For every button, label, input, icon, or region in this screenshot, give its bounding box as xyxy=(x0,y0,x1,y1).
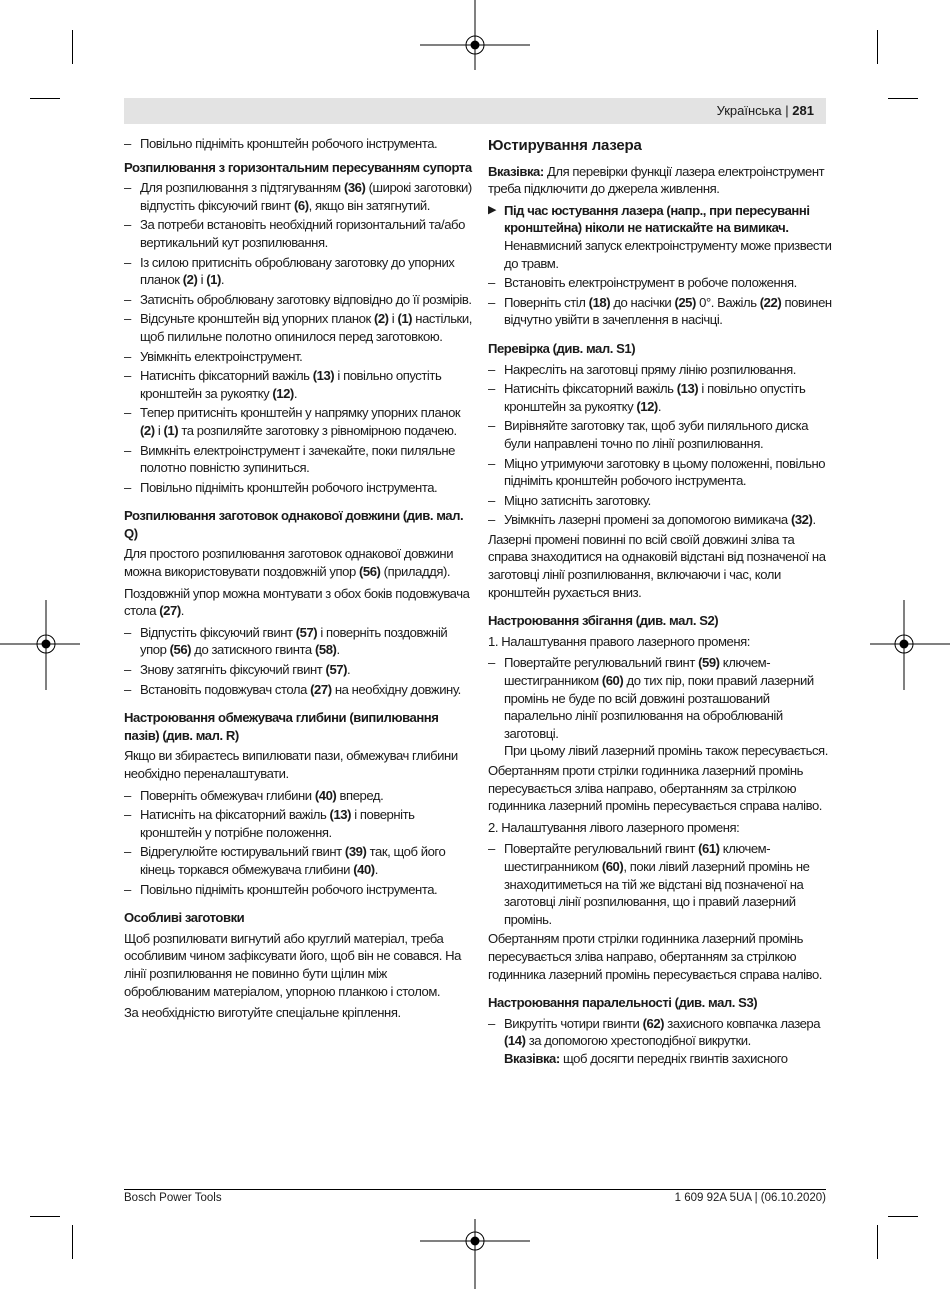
section-heading: Розпилювання заготовок однакової довжини (див. мал. Q) xyxy=(124,508,464,541)
paragraph: 1. Налаштування правого лазерного променя: xyxy=(488,633,750,649)
crop-mark-top-right-vertical xyxy=(877,30,878,64)
list-item: – Натисніть на фіксаторний важіль (13) і поверніть кронштейн у потрібне положення. xyxy=(124,806,472,841)
list-item: – Для розпилювання з підтягуванням (36) (широкі заготовки) відпустіть фіксуючий гвинт (6), якщо він затягнутий. xyxy=(124,179,472,214)
header-text xyxy=(717,103,814,118)
list-item: – Із силою притисніть оброблювану заготовку до упорних планок (2) і (1). xyxy=(124,254,472,289)
list-item: – За потреби встановіть необхідний горизонтальний та/або вертикальний кут розпилювання. xyxy=(124,216,472,251)
registration-mark-right-icon xyxy=(870,600,950,690)
section-heading: Особливі заготовки xyxy=(124,910,245,926)
list-item: – Повертайте регулювальний гвинт (61) ключем-шестигранником (60), поки лівий лазерний промінь не знаходитиметься на тій же відстані від позначеної на заготовці лінії розпилювання, що і правий лазерний промінь. xyxy=(488,840,836,928)
section-title: Юстирування лазера xyxy=(488,137,642,154)
paragraph: Для простого розпилювання заготовок однакової довжини можна використовувати поздовжній упор (56) (приладдя). xyxy=(124,546,454,580)
list-item: – Поверніть обмежувач глибини (40) вперед. xyxy=(124,787,472,805)
list-item: – Накресліть на заготовці пряму лінію розпилювання. xyxy=(488,361,836,379)
list-item: – Натисніть фіксаторний важіль (13) і повільно опустіть кронштейн за рукоятку (12). xyxy=(124,367,472,402)
list-item: – Знову затягніть фіксуючий гвинт (57). xyxy=(124,661,472,679)
left-column xyxy=(124,135,472,1026)
registration-mark-bottom-icon xyxy=(420,1219,530,1289)
paragraph: 2. Налаштування лівого лазерного променя: xyxy=(488,819,740,835)
crop-mark-bottom-left-horizontal xyxy=(30,1216,60,1217)
footer-document-id: 1 609 92A 5UA | (06.10.2020) xyxy=(674,1192,826,1204)
list-item: – Повільно підніміть кронштейн робочого інструмента. xyxy=(124,479,472,497)
list-item: – Міцно затисніть заготовку. xyxy=(488,492,836,510)
list-item: – Вирівняйте заготовку так, щоб зуби пиляльного диска були направлені точно по лінії розпилювання. xyxy=(488,417,836,452)
header-separator: | xyxy=(785,103,789,118)
section-heading: Настроювання збігання (див. мал. S2) xyxy=(488,613,719,629)
header-language: Українська xyxy=(716,103,782,118)
warning-item: ▶ Під час юстування лазера (напр., при пересуванні кронштейна) ніколи не натискайте на вимикач. Ненавмисний запуск електроінструменту може призвести до травм. xyxy=(488,202,836,272)
registration-mark-top-icon xyxy=(420,0,530,70)
paragraph: За необхідністю виготуйте спеціальне кріплення. xyxy=(124,1005,401,1021)
list-item: – Затисніть оброблювану заготовку відповідно до її розмірів. xyxy=(124,291,472,309)
right-column xyxy=(488,135,836,1070)
footer-brand: Bosch Power Tools xyxy=(124,1192,222,1204)
crop-mark-bottom-right-horizontal xyxy=(888,1216,918,1217)
footer-divider xyxy=(124,1189,826,1190)
list-item: – Відрегулюйте юстирувальний гвинт (39) так, щоб його кінець торкався обмежувача глибини (40). xyxy=(124,843,472,878)
list-item: – Повільно підніміть кронштейн робочого інструмента. xyxy=(124,135,472,153)
section-heading: Настроювання паралельності (див. мал. S3) xyxy=(488,995,758,1011)
section-heading: Настроювання обмежувача глибини (випилювання пазів) (див. мал. R) xyxy=(124,710,439,743)
paragraph: Обертанням проти стрілки годинника лазерний промінь пересувається зліва направо, обертанням за стрілкою годинника лазерний промінь пересувається справа наліво. xyxy=(488,763,822,814)
crop-mark-top-left-horizontal xyxy=(30,98,60,99)
list-item: – Натисніть фіксаторний важіль (13) і повільно опустіть кронштейн за рукоятку (12). xyxy=(488,380,836,415)
list-item: – Міцно утримуючи заготовку в цьому положенні, повільно підніміть кронштейн робочого інструмента. xyxy=(488,455,836,490)
list-item: – Вимкніть електроінструмент і зачекайте, поки пиляльне полотно повністю зупиниться. xyxy=(124,442,472,477)
list-item: – Повертайте регулювальний гвинт (59) ключем-шестигранником (60) до тих пір, поки правий лазерний промінь не буде по всій довжині розташований паралельно лінії розпилювання на оброблюваній заготовці. При цьому лівий лазерний промінь також пересувається. xyxy=(488,654,836,760)
paragraph: Щоб розпилювати вигнутий або круглий матеріал, треба особливим чином зафіксувати його, щоб він не совався. На лінії розпилювання не повинно бути щілин між оброблюваним матеріалом, упорною планкою і столом. xyxy=(124,930,461,999)
list-item: – Викрутіть чотири гвинти (62) захисного ковпачка лазера (14) за допомогою хрестоподібної викрутки. Вказівка: щоб досягти передніх гвинтів захисного xyxy=(488,1015,836,1068)
paragraph: Обертанням проти стрілки годинника лазерний промінь пересувається зліва направо, обертанням за стрілкою годинника лазерний промінь пересувається справа наліво. xyxy=(488,931,822,982)
list-item: – Увімкніть електроінструмент. xyxy=(124,348,472,366)
crop-mark-top-left-vertical xyxy=(72,30,73,64)
list-item: – Відсуньте кронштейн від упорних планок (2) і (1) настільки, щоб пилильне полотно опинилося перед заготовкою. xyxy=(124,310,472,345)
registration-mark-left-icon xyxy=(0,600,80,690)
list-item: – Повільно підніміть кронштейн робочого інструмента. xyxy=(124,881,472,899)
list-item: – Встановіть електроінструмент в робоче положення. xyxy=(488,274,836,292)
paragraph: Лазерні промені повинні по всій своїй довжині зліва та справа знаходитися на однаковій відстані від позначеної на заготовці лінії розпилювання, включаючи і час, коли кронштейн рухається вниз. xyxy=(488,531,826,600)
section-heading: Перевірка (див. мал. S1) xyxy=(488,340,636,356)
page-header xyxy=(124,98,826,124)
paragraph: Якщо ви збираєтесь випилювати пази, обмежувач глибини необхідно переналаштувати. xyxy=(124,748,458,781)
section-heading: Розпилювання з горизонтальним пересуванням супорта xyxy=(124,159,472,175)
paragraph: Поздовжній упор можна монтувати з обох боків подовжувача стола (27). xyxy=(124,585,470,619)
crop-mark-top-right-horizontal xyxy=(888,98,918,99)
paragraph: Вказівка: Для перевірки функції лазера електроінструмент треба підключити до джерела живлення. xyxy=(488,163,825,197)
crop-mark-bottom-left-vertical xyxy=(72,1225,73,1259)
list-item: – Тепер притисніть кронштейн у напрямку упорних планок (2) і (1) та розпиляйте заготовку з рівномірною подачею. xyxy=(124,404,472,439)
page-number: 281 xyxy=(792,103,814,118)
list-item: – Відпустіть фіксуючий гвинт (57) і поверніть поздовжній упор (56) до затискного гвинта (58). xyxy=(124,624,472,659)
list-item: – Встановіть подовжувач стола (27) на необхідну довжину. xyxy=(124,681,472,699)
crop-mark-bottom-right-vertical xyxy=(877,1225,878,1259)
list-item: – Поверніть стіл (18) до насічки (25) 0°. Важіль (22) повинен відчутно увійти в зачеплення в насічці. xyxy=(488,294,836,329)
list-item: – Увімкніть лазерні промені за допомогою вимикача (32). xyxy=(488,511,836,529)
